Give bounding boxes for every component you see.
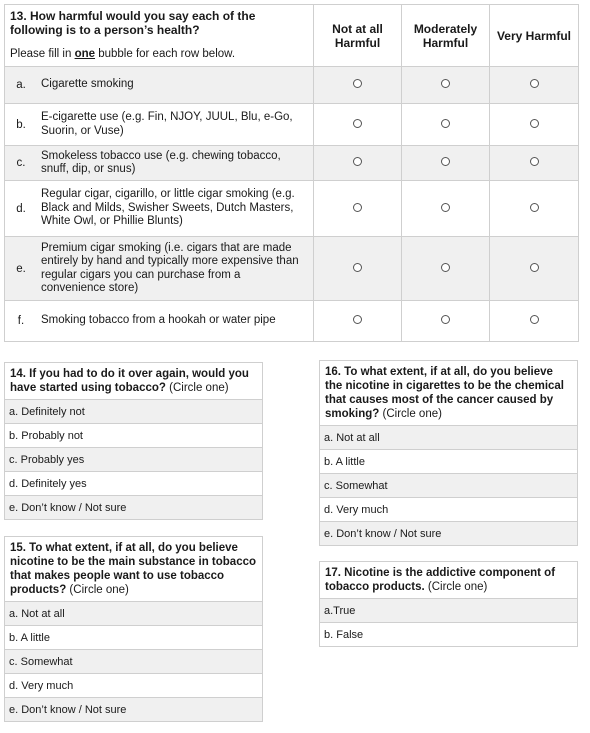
bubble-radio[interactable] bbox=[530, 315, 539, 324]
q14-option-c[interactable]: c. Probably yes bbox=[5, 448, 263, 472]
bubble-radio[interactable] bbox=[441, 315, 450, 324]
bubble-radio[interactable] bbox=[441, 79, 450, 88]
bubble-radio[interactable] bbox=[353, 157, 362, 166]
bubble-radio[interactable] bbox=[530, 79, 539, 88]
q13-row-f bbox=[5, 301, 579, 342]
q15-option-d[interactable]: d. Very much bbox=[5, 674, 263, 698]
q13-instruction-pre: Please fill in bbox=[10, 48, 75, 60]
q15-box bbox=[4, 536, 263, 722]
q15-option-c[interactable]: c. Somewhat bbox=[5, 650, 263, 674]
q13-row-a bbox=[5, 67, 579, 104]
q16-question bbox=[320, 361, 578, 426]
q13-row-letter: f. bbox=[17, 315, 25, 327]
q17-box bbox=[319, 561, 578, 647]
q13-row-d bbox=[5, 181, 579, 237]
q13-row-text: Regular cigar, cigarillo, or little cigar smoking (e.g. Black and Milds, Swisher Sweets, Dutch Masters, White Owl, or Phillie Blunts) bbox=[41, 188, 295, 228]
q16-box bbox=[319, 360, 578, 546]
q17-option-b[interactable]: b. False bbox=[320, 623, 578, 647]
q13-instruction-emphasis: one bbox=[74, 48, 96, 60]
q15-option-b[interactable]: b. A little bbox=[5, 626, 263, 650]
q17-question-text: 17. Nicotine is the addictive component of tobacco products. bbox=[325, 567, 556, 593]
q13-col-moderately-harmful: Moderately Harmful bbox=[402, 5, 490, 67]
q14-question-text: 14. If you had to do it over again, would you have started using tobacco? bbox=[10, 368, 249, 394]
q13-question: 13. How harmful would you say each of the following is to a person’s health? bbox=[10, 9, 256, 37]
q14-option-a[interactable]: a. Definitely not bbox=[5, 400, 263, 424]
bubble-radio[interactable] bbox=[353, 263, 362, 272]
bubble-radio[interactable] bbox=[530, 157, 539, 166]
q13-row-text: Smokeless tobacco use (e.g. chewing tobacco, snuff, dip, or snus) bbox=[37, 148, 313, 179]
q14-option-d[interactable]: d. Definitely yes bbox=[5, 472, 263, 496]
bubble-radio[interactable] bbox=[353, 315, 362, 324]
q14-circle-note: (Circle one) bbox=[165, 382, 229, 394]
q13-header bbox=[5, 5, 314, 67]
q15-question-text: 15. To what extent, if at all, do you believe nicotine to be the main substance in tobacco that makes people want to use tobacco products? bbox=[10, 542, 257, 596]
bubble-radio[interactable] bbox=[530, 263, 539, 272]
q13-col-very-harmful: Very Harmful bbox=[490, 5, 579, 67]
q13-row-text: Cigarette smoking bbox=[37, 76, 313, 94]
q13-row-letter: e. bbox=[5, 240, 37, 298]
bubble-radio[interactable] bbox=[353, 119, 362, 128]
q17-option-a[interactable]: a.True bbox=[320, 599, 578, 623]
q13-col-not-harmful: Not at all Harmful bbox=[314, 5, 402, 67]
q14-option-b[interactable]: b. Probably not bbox=[5, 424, 263, 448]
q13-row-c bbox=[5, 146, 579, 181]
q16-question-text: 16. To what extent, if at all, do you believe the nicotine in cigarettes to be the chemical that causes most of the cancer caused by smoking? bbox=[325, 366, 565, 420]
q13-row-letter: a. bbox=[5, 76, 37, 94]
q17-question bbox=[320, 562, 578, 599]
bubble-radio[interactable] bbox=[353, 203, 362, 212]
q16-circle-note: (Circle one) bbox=[379, 408, 442, 420]
q14-option-e[interactable]: e. Don’t know / Not sure bbox=[5, 496, 263, 520]
q16-option-e[interactable]: e. Don’t know / Not sure bbox=[320, 522, 578, 546]
q13-instruction-post: bubble for each row below. bbox=[95, 48, 236, 60]
q15-question bbox=[5, 537, 263, 602]
bubble-radio[interactable] bbox=[530, 119, 539, 128]
q14-question bbox=[5, 363, 263, 400]
bubble-radio[interactable] bbox=[441, 119, 450, 128]
bubble-radio[interactable] bbox=[441, 203, 450, 212]
q13-row-letter: d. bbox=[16, 202, 26, 215]
bubble-radio[interactable] bbox=[441, 157, 450, 166]
q13-instruction bbox=[10, 48, 308, 60]
q13-table bbox=[4, 4, 579, 342]
q15-option-e[interactable]: e. Don’t know / Not sure bbox=[5, 698, 263, 722]
q16-option-a[interactable]: a. Not at all bbox=[320, 426, 578, 450]
q13-row-letter: c. bbox=[5, 148, 37, 179]
bubble-radio[interactable] bbox=[353, 79, 362, 88]
q13-row-text: E-cigarette use (e.g. Fin, NJOY, JUUL, Blu, e-Go, Suorin, or Vuse) bbox=[41, 111, 293, 137]
bubble-radio[interactable] bbox=[530, 203, 539, 212]
q15-circle-note: (Circle one) bbox=[66, 584, 129, 596]
q13-row-e bbox=[5, 237, 579, 301]
q13-row-b bbox=[5, 104, 579, 146]
q16-option-b[interactable]: b. A little bbox=[320, 450, 578, 474]
q16-option-d[interactable]: d. Very much bbox=[320, 498, 578, 522]
bubble-radio[interactable] bbox=[441, 263, 450, 272]
q15-option-a[interactable]: a. Not at all bbox=[5, 602, 263, 626]
q13-row-text: Premium cigar smoking (i.e. cigars that are made entirely by hand and typically more expensive than regular cigars you can purchase from a convenience store) bbox=[37, 240, 313, 298]
q16-option-c[interactable]: c. Somewhat bbox=[320, 474, 578, 498]
q17-circle-note: (Circle one) bbox=[424, 581, 488, 593]
q13-row-letter: b. bbox=[16, 118, 26, 131]
q14-box bbox=[4, 362, 263, 520]
q13-row-text: Smoking tobacco from a hookah or water pipe bbox=[41, 314, 276, 327]
